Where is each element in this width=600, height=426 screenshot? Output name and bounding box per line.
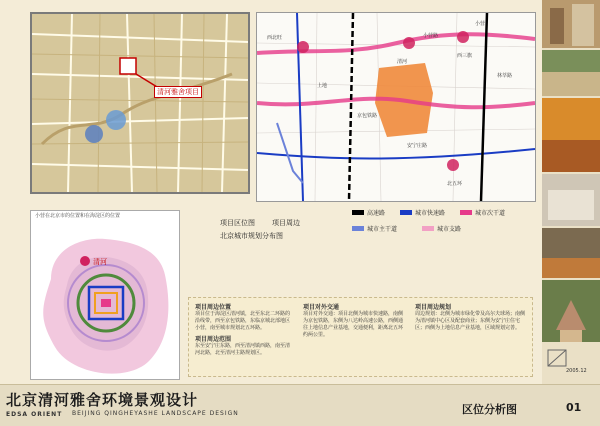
analysis-heading: 项目对外交通 [303, 304, 340, 311]
photo-strip-graphic [542, 0, 600, 345]
analysis-col-1 [195, 302, 293, 357]
footer-bar [0, 384, 600, 426]
legend-swatch-main-road [352, 226, 364, 231]
analysis-col-2 [303, 302, 407, 339]
road-label: 上地 [317, 83, 328, 89]
road-label: 小营 [475, 21, 486, 27]
beijing-ring-map [30, 210, 180, 380]
road-network-map [256, 12, 536, 202]
legend-swatch-expressway [352, 210, 364, 215]
analysis-col-3 [415, 302, 525, 332]
inset-note: 小营在北京市的位置和在海淀区的位置 [35, 213, 121, 219]
analysis-text: 周边规划：北侧为城市绿化带及高尔夫球场；南侧为清河镇中心区及配套商业；东侧为安宁庄住宅区；西侧为上地信息产业基地，区域规划完善。 [415, 311, 526, 331]
road-label: 安宁庄路 [407, 143, 428, 149]
road-label: 京包铁路 [357, 113, 378, 119]
project-marker-label: 清河雅舍项目 [154, 86, 202, 98]
analysis-text: 项目位于海淀区清河镇，北至东北二环路的沿线带，西至京包铁路，东临京城北部地区小营，南至城市规划北五环路。 [195, 311, 291, 331]
legend-label-branch-road: 城市支路 [437, 226, 462, 233]
analysis-heading: 项目周边规划 [415, 304, 452, 311]
road-label: 清河 [397, 59, 408, 65]
road-label: 西三旗 [457, 53, 473, 59]
legend-label-expressway: 高速路 [367, 210, 386, 217]
analysis-heading: 项目周边位置 [195, 304, 232, 311]
road-label: 北五环 [447, 181, 463, 187]
footer-title-en: BEIJING QINGHEYASHE LANDSCAPE DESIGN [72, 410, 239, 417]
area-title-label: 项目区位图 [220, 219, 255, 227]
footer-title-cn: 北京清河雅舍环境景观设计 [6, 391, 199, 409]
location-map-graphic [32, 14, 248, 192]
map-legend [352, 206, 532, 238]
legend-swatch-city-fast-road [400, 210, 412, 215]
road-network-graphic [257, 13, 535, 201]
legend-label-secondary-road: 城市次干道 [475, 210, 506, 217]
analysis-panel [188, 297, 533, 377]
legend-swatch-branch-road [422, 226, 434, 231]
inset-marker-label: 清河 [93, 258, 107, 266]
stamp-logo-graphic [546, 348, 596, 368]
legend-label-city-fast-road: 城市快速路 [415, 210, 446, 217]
road-label: 小营路 [423, 33, 439, 39]
district-map-label: 北京城市规划分布图 [220, 232, 283, 240]
location-map [30, 12, 250, 194]
ring-map-graphic [31, 229, 179, 379]
analysis-text: 项目对外交通：项目北侧为城市快速路，南侧为京包铁路，东侧为八达岭高速公路，西侧通往上地信息产业基地，交通便利，距离北五环约两公里。 [303, 311, 404, 338]
legend-label-main-road: 城市主干道 [367, 226, 398, 233]
footer-company: EDSA ORIENT [6, 411, 63, 418]
road-label: 林萃路 [497, 73, 513, 79]
road-label: 西北旺 [267, 35, 283, 41]
surroundings-label: 项目周边 [272, 219, 300, 227]
footer-section-title: 区位分析图 [462, 403, 517, 416]
page-number: 01 [566, 401, 582, 414]
analysis-heading: 项目周边范围 [195, 336, 232, 343]
analysis-text: 东至安宁庄东路，西至清河镇西路，南至清河北路，北至清河主路规划区。 [195, 343, 291, 356]
legend-swatch-secondary-road [460, 210, 472, 215]
date-stamp [546, 348, 596, 376]
photo-strip [542, 0, 600, 384]
stamp-date: 2005.12 [566, 368, 587, 374]
